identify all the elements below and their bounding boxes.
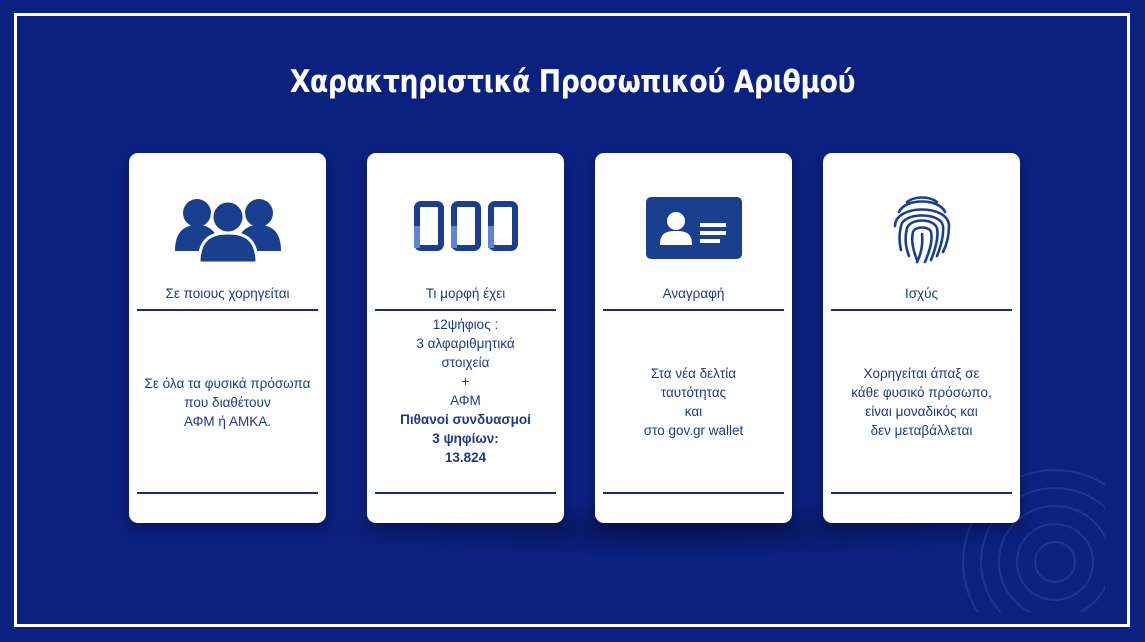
card-heading: Τι μορφή έχει bbox=[425, 286, 506, 301]
card-body bbox=[595, 313, 792, 491]
fingerprint-icon bbox=[823, 188, 1020, 268]
card-text-line: 3 αλφαριθμητικά bbox=[416, 336, 515, 351]
card-recipients bbox=[129, 153, 326, 523]
card-text-line: Πιθανοί συνδυασμοί bbox=[400, 412, 531, 427]
card-text-line: ταυτότητας bbox=[660, 385, 727, 400]
card-heading: Σε ποιους χορηγείται bbox=[165, 286, 290, 301]
divider bbox=[831, 492, 1012, 494]
card-display bbox=[595, 153, 792, 523]
card-text-line: και bbox=[684, 404, 703, 419]
id-card-icon bbox=[595, 188, 792, 268]
card-text-line: 12ψήφιος : bbox=[432, 317, 499, 332]
card-text-line: δεν μεταβάλλεται bbox=[870, 423, 973, 438]
card-text-line: + bbox=[461, 374, 470, 389]
digits-000-icon bbox=[367, 188, 564, 268]
card-text-line: είναι μοναδικός και bbox=[865, 404, 978, 419]
divider bbox=[375, 492, 556, 494]
card-text-line: ΑΦΜ ή ΑΜΚΑ. bbox=[184, 413, 271, 429]
card-text-line: Στα νέα δελτία bbox=[650, 366, 737, 381]
page-title: Χαρακτηριστικά Προσωπικού Αριθμού bbox=[289, 64, 856, 100]
divider bbox=[603, 309, 784, 311]
divider bbox=[137, 309, 318, 311]
people-group-icon bbox=[129, 188, 326, 268]
card-text-line: 13.824 bbox=[444, 450, 487, 465]
card-text-line: στοιχεία bbox=[441, 355, 490, 370]
card-text-line: 3 ψηφίων: bbox=[432, 431, 499, 446]
card-text-line: ΑΦΜ bbox=[450, 393, 481, 408]
card-text-line: Σε όλα τα φυσικά πρόσωπα bbox=[144, 375, 311, 391]
card-heading: Αναγραφή bbox=[662, 286, 725, 301]
card-body bbox=[823, 313, 1020, 491]
divider bbox=[137, 492, 318, 494]
card-heading: Ισχύς bbox=[904, 286, 939, 301]
card-validity bbox=[823, 153, 1020, 523]
card-body bbox=[367, 315, 564, 493]
divider bbox=[375, 309, 556, 311]
card-body bbox=[129, 313, 326, 491]
card-text-line: κάθε φυσικό πρόσωπο, bbox=[851, 385, 992, 400]
card-text-line: στο gov.gr wallet bbox=[643, 423, 744, 438]
card-text-line: Χορηγείται άπαξ σε bbox=[863, 366, 980, 381]
divider bbox=[831, 309, 1012, 311]
divider bbox=[603, 492, 784, 494]
card-text-line: που διαθέτουν bbox=[184, 394, 271, 410]
card-format bbox=[367, 153, 564, 523]
